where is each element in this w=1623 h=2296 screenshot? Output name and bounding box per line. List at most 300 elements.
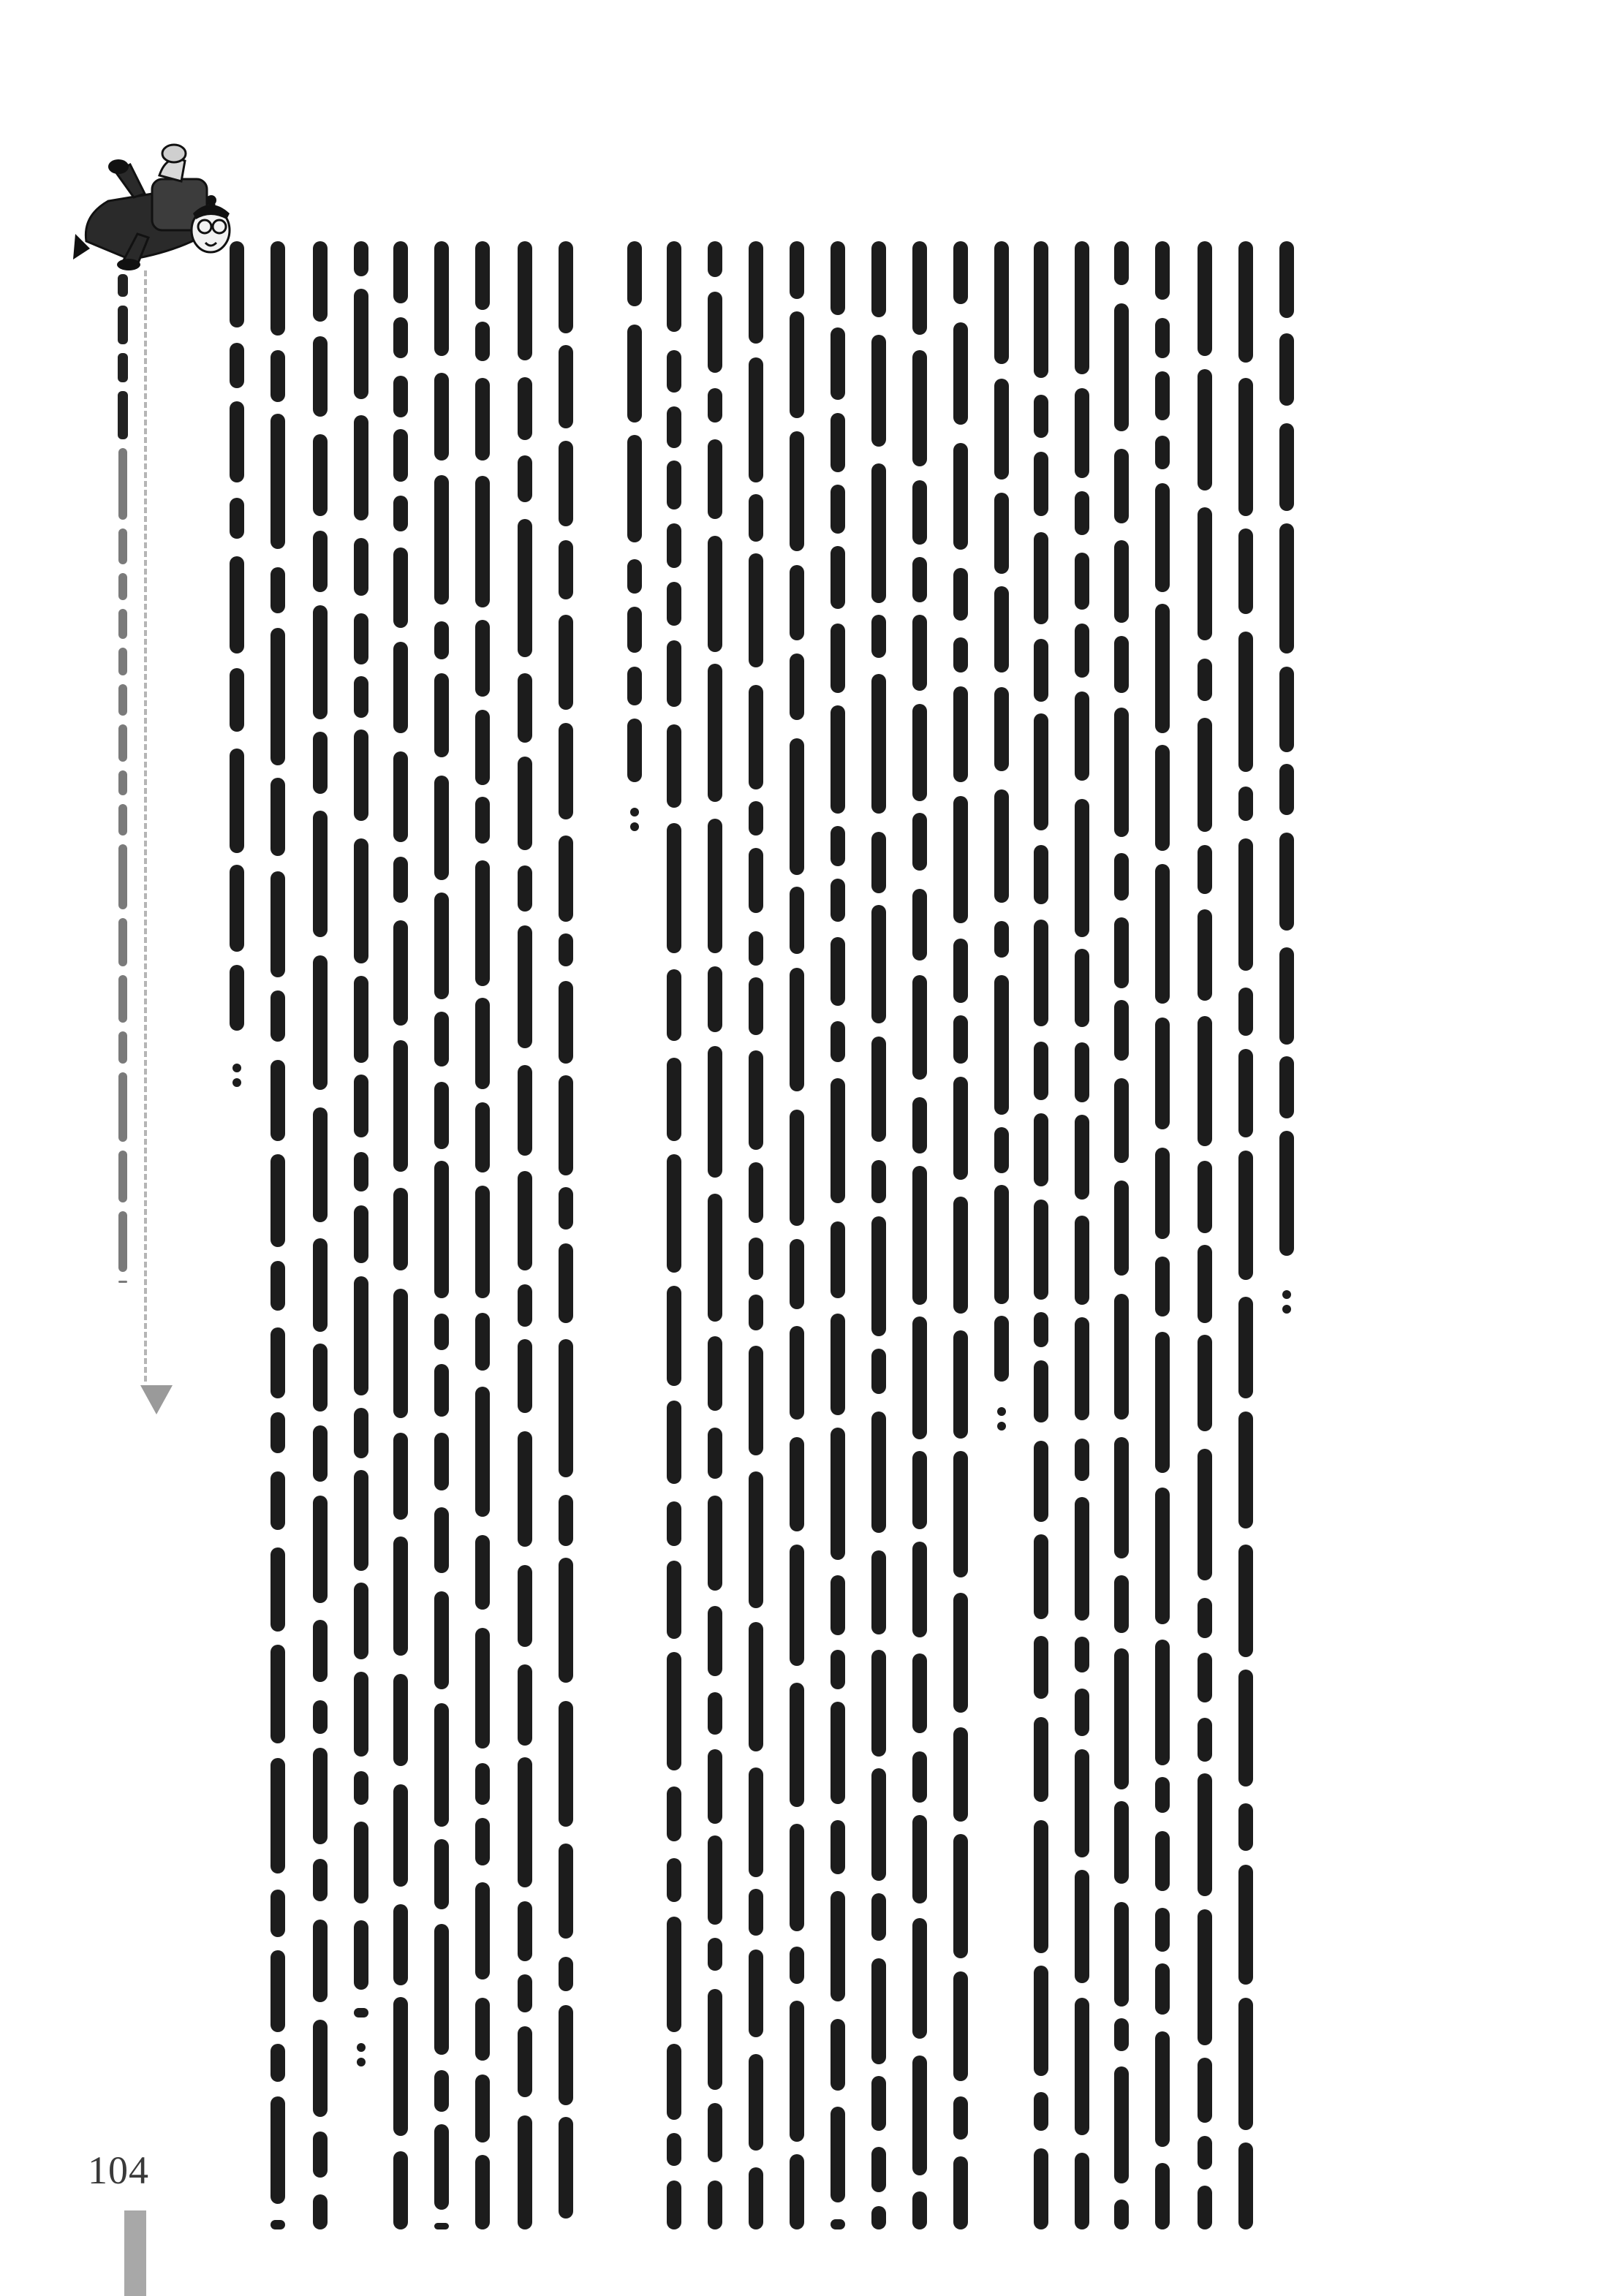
word-stroke [559,723,573,819]
header-word-stroke [118,1211,127,1272]
word-stroke [475,797,490,844]
word-stroke [831,1078,845,1203]
word-stroke [434,776,449,880]
word-stroke [518,1431,532,1547]
word-stroke [1114,1648,1129,1789]
word-stroke [1075,1216,1089,1305]
word-stroke [831,546,845,609]
word-stroke [1034,1200,1048,1300]
word-stroke [434,1591,449,1689]
word-stroke [354,730,368,821]
word-stroke [559,615,573,710]
word-stroke [313,1425,328,1482]
word-stroke [749,977,763,1035]
word-stroke [354,1276,368,1395]
word-stroke [434,1507,449,1573]
word-stroke [749,241,763,344]
word-stroke [1198,241,1212,356]
word-stroke [708,2181,722,2229]
word-stroke [270,1547,285,1632]
word-stroke [912,1316,927,1439]
word-stroke [230,498,244,539]
word-stroke [1238,1998,1253,2130]
word-stroke [912,1097,927,1153]
word-stroke [994,921,1009,958]
word-stroke [1075,1497,1089,1621]
word-stroke [953,1330,968,1439]
word-stroke [912,889,927,961]
word-stroke [270,990,285,1042]
word-stroke [313,605,328,719]
word-stroke [230,749,244,853]
word-stroke [559,933,573,966]
punctuation-mark [630,808,639,817]
word-stroke [871,1958,886,2064]
word-stroke [434,1364,449,1417]
word-stroke [393,1537,408,1656]
word-stroke [1075,241,1089,374]
word-stroke [434,373,449,461]
word-stroke [1238,1670,1253,1787]
word-stroke [1034,1717,1048,1802]
word-stroke [953,1015,968,1064]
word-stroke [708,388,722,423]
word-stroke [475,378,490,461]
word-stroke [518,1284,532,1327]
word-stroke [270,1154,285,1247]
word-stroke [1198,909,1212,1001]
word-stroke [270,1758,285,1873]
word-stroke [393,1904,408,1985]
word-stroke [559,2117,573,2219]
word-stroke [790,1326,804,1420]
word-stroke [831,1221,845,1298]
word-stroke [559,1701,573,1827]
word-stroke [994,1127,1009,1173]
word-stroke [475,1998,490,2061]
header-word-stroke [118,609,127,639]
word-stroke [667,724,681,808]
word-stroke [994,1185,1009,1304]
word-stroke [790,653,804,720]
word-stroke [1238,1803,1253,1851]
word-stroke [1155,436,1170,469]
word-stroke [518,455,532,502]
word-stroke [475,1186,490,1298]
word-stroke [1155,371,1170,420]
word-stroke [953,568,968,621]
header-word-stroke [118,684,127,716]
word-stroke [270,871,285,977]
word-stroke [667,461,681,509]
word-stroke [790,431,804,551]
word-stroke [393,642,408,733]
word-stroke [313,1920,328,2002]
word-stroke [1198,369,1212,490]
word-stroke [871,1160,886,1203]
word-stroke [1034,713,1048,830]
word-stroke [313,2020,328,2117]
word-stroke [912,1653,927,1733]
word-stroke [1034,395,1048,438]
word-stroke [518,2115,532,2229]
word-stroke [953,322,968,425]
word-stroke [434,1703,449,1827]
word-stroke [667,1787,681,1841]
word-stroke [1279,1131,1294,1256]
punctuation-mark [357,2058,366,2066]
word-stroke [1114,2018,1129,2051]
word-stroke [518,1757,532,1887]
word-stroke [1279,333,1294,406]
word-stroke [667,582,681,626]
word-stroke [994,241,1009,364]
word-stroke [708,1496,722,1591]
word-stroke [1075,624,1089,678]
page-number: 104 [88,2148,149,2192]
word-stroke [953,241,968,304]
word-stroke [270,350,285,402]
header-dashed-rule [144,270,147,1382]
word-stroke [871,1650,886,1757]
word-stroke [1075,1637,1089,1672]
word-stroke [831,241,845,315]
word-stroke [1075,1689,1089,1736]
word-stroke [1114,917,1129,988]
header-word-stroke [118,274,128,297]
word-stroke [1198,1909,1212,2045]
word-stroke [1114,1902,1129,2007]
word-stroke [1034,1820,1048,1953]
word-stroke [1155,241,1170,300]
word-stroke [1114,303,1129,431]
word-stroke [667,350,681,393]
header-word-stroke [118,1072,127,1142]
word-stroke [434,2223,449,2229]
word-stroke [354,676,368,718]
header-word-stroke [118,770,127,795]
word-stroke [1114,636,1129,693]
word-stroke [953,1593,968,1713]
word-stroke [667,2044,681,2120]
word-stroke [475,1102,490,1172]
cartoon-superhero-boy-icon [64,132,232,281]
word-stroke [1198,659,1212,701]
word-stroke [831,1820,845,1874]
word-stroke [393,751,408,842]
word-stroke [1155,1332,1170,1473]
word-stroke [749,1768,763,1877]
word-stroke [953,1727,968,1822]
word-stroke [994,789,1009,903]
word-stroke [434,2070,449,2112]
word-stroke [313,2194,328,2229]
word-stroke [1114,853,1129,901]
word-stroke [559,1558,573,1683]
word-stroke [871,2147,886,2192]
word-stroke [627,241,642,306]
word-stroke [871,1349,886,1394]
word-stroke [393,1188,408,1270]
word-stroke [434,893,449,999]
word-stroke [708,1046,722,1178]
word-stroke [871,1216,886,1336]
word-stroke [912,241,927,335]
word-stroke [393,376,408,417]
punctuation-mark [997,1407,1006,1416]
word-stroke [667,1652,681,1770]
word-stroke [790,1545,804,1666]
word-stroke [790,1824,804,1931]
word-stroke [1034,241,1048,378]
word-stroke [1279,1056,1294,1118]
word-stroke [354,2008,368,2017]
word-stroke [1198,1161,1212,1233]
word-stroke [475,860,490,986]
word-stroke [475,1818,490,1865]
word-stroke [912,1542,927,1637]
word-stroke [434,1839,449,1909]
word-stroke [994,687,1009,771]
word-stroke [1034,1636,1048,1699]
word-stroke [1075,692,1089,781]
word-stroke [354,1470,368,1571]
word-stroke [1198,2058,1212,2123]
word-stroke [1034,1441,1048,1522]
word-stroke [1198,1718,1212,1762]
word-stroke [994,379,1009,480]
word-stroke [518,2026,532,2097]
word-stroke [393,2151,408,2229]
word-stroke [1155,2031,1170,2147]
word-stroke [667,1058,681,1141]
punctuation-mark [1282,1305,1291,1314]
word-stroke [1114,1000,1129,1061]
word-stroke [1114,1575,1129,1633]
word-stroke [1114,708,1129,837]
punctuation-mark [357,2043,366,2052]
word-stroke [871,1412,886,1533]
word-stroke [912,615,927,691]
word-stroke [270,1060,285,1141]
word-stroke [354,1205,368,1263]
word-stroke [1198,1335,1212,1431]
word-stroke [708,966,722,1032]
word-stroke [708,1194,722,1322]
word-stroke [708,292,722,373]
word-stroke [831,879,845,922]
word-stroke [1238,241,1253,363]
word-stroke [393,1997,408,2136]
word-stroke [1075,553,1089,610]
word-stroke [354,838,368,963]
word-stroke [230,965,244,1031]
word-stroke [1198,2136,1212,2170]
word-stroke [1238,1049,1253,1137]
word-stroke [270,1950,285,2032]
word-stroke [475,1535,490,1610]
word-stroke [434,1314,449,1350]
word-stroke [559,981,573,1064]
word-stroke [912,1166,927,1305]
word-stroke [708,664,722,802]
word-stroke [1155,1488,1170,1624]
word-stroke [1155,1908,1170,1952]
word-stroke [230,556,244,653]
word-stroke [1198,1598,1212,1638]
word-stroke [518,1565,532,1647]
word-stroke [1155,1148,1170,1239]
word-stroke [667,1286,681,1386]
word-stroke [831,413,845,472]
word-stroke [1198,1773,1212,1896]
word-stroke [270,628,285,765]
word-stroke [831,485,845,534]
word-stroke [1075,1749,1089,1857]
word-stroke [354,1152,368,1191]
word-stroke [559,2005,573,2105]
word-stroke [749,1950,763,2037]
word-stroke [393,1289,408,1418]
word-stroke [667,969,681,1041]
word-stroke [1114,241,1129,285]
word-stroke [1279,764,1294,815]
word-stroke [749,2054,763,2151]
word-stroke [270,241,285,336]
word-stroke [393,496,408,531]
word-stroke [393,317,408,358]
word-stroke [434,1924,449,2055]
word-stroke [559,1243,573,1323]
word-stroke [1238,1545,1253,1657]
word-stroke [912,1451,927,1529]
word-stroke [313,1859,328,1901]
word-stroke [230,865,244,952]
word-stroke [912,557,927,602]
word-stroke [667,2133,681,2166]
header-word-stroke [118,1031,127,1064]
word-stroke [871,1550,886,1634]
word-stroke [313,811,328,937]
word-stroke [559,836,573,922]
word-stroke [313,955,328,1090]
word-stroke [1155,1640,1170,1765]
word-stroke [790,738,804,875]
word-stroke [475,1313,490,1371]
word-stroke [749,1295,763,1330]
word-stroke [1034,1312,1048,1347]
word-stroke [270,567,285,613]
word-stroke [1034,1042,1048,1100]
word-stroke [1034,1113,1048,1186]
word-stroke [708,536,722,652]
word-stroke [313,241,328,322]
word-stroke [270,1645,285,1743]
word-stroke [354,1822,368,1903]
word-stroke [475,2075,490,2142]
word-stroke [749,1471,763,1608]
header-word-stroke [118,1281,127,1283]
header-word-stroke [118,391,128,439]
word-stroke [831,624,845,693]
word-stroke [831,705,845,814]
word-stroke [270,2044,285,2082]
word-stroke [1198,1016,1212,1146]
word-stroke [790,565,804,640]
word-stroke [1238,1412,1253,1528]
punctuation-mark [630,822,639,831]
word-stroke [627,607,642,653]
word-stroke [953,637,968,672]
word-stroke [749,1238,763,1280]
word-stroke [871,1037,886,1142]
word-stroke [1238,1151,1253,1280]
word-stroke [749,801,763,836]
word-stroke [708,1606,722,1676]
word-stroke [667,1154,681,1273]
word-stroke [831,1021,845,1062]
word-stroke [1279,423,1294,511]
word-stroke [313,1344,328,1412]
word-stroke [518,1171,532,1270]
word-stroke [708,1428,722,1479]
word-stroke [1279,523,1294,653]
word-stroke [434,241,449,356]
word-stroke [434,1082,449,1149]
word-stroke [475,998,490,1089]
running-header-strip [102,274,143,1283]
word-stroke [953,1971,968,2081]
word-stroke [1075,1317,1089,1420]
word-stroke [1155,483,1170,592]
word-stroke [559,1187,573,1230]
word-stroke [270,2220,285,2229]
word-stroke [831,1575,845,1635]
word-stroke [354,1583,368,1659]
word-stroke [953,2096,968,2140]
word-stroke [1034,639,1048,702]
word-stroke [1034,1534,1048,1619]
word-stroke [871,615,886,658]
word-stroke [1114,1181,1129,1276]
word-stroke [953,686,968,782]
word-stroke [667,1917,681,2032]
word-stroke [393,857,408,903]
word-stroke [475,1387,490,1517]
word-stroke [1075,1998,1089,2135]
footer-bar [124,2210,146,2296]
word-stroke [708,241,722,277]
word-stroke [1238,1297,1253,1398]
word-stroke [270,778,285,856]
word-stroke [790,1239,804,1309]
word-stroke [912,480,927,545]
word-stroke [708,1938,722,1971]
word-stroke [871,674,886,814]
word-stroke [831,1702,845,1804]
word-stroke [434,1012,449,1066]
word-stroke [393,1040,408,1172]
word-stroke [434,1433,449,1490]
word-stroke [749,2167,763,2229]
word-stroke [627,435,642,542]
word-stroke [912,704,927,801]
word-stroke [518,673,532,743]
word-stroke [627,719,642,782]
punctuation-mark [997,1422,1006,1431]
word-stroke [313,732,328,794]
word-stroke [354,1408,368,1458]
